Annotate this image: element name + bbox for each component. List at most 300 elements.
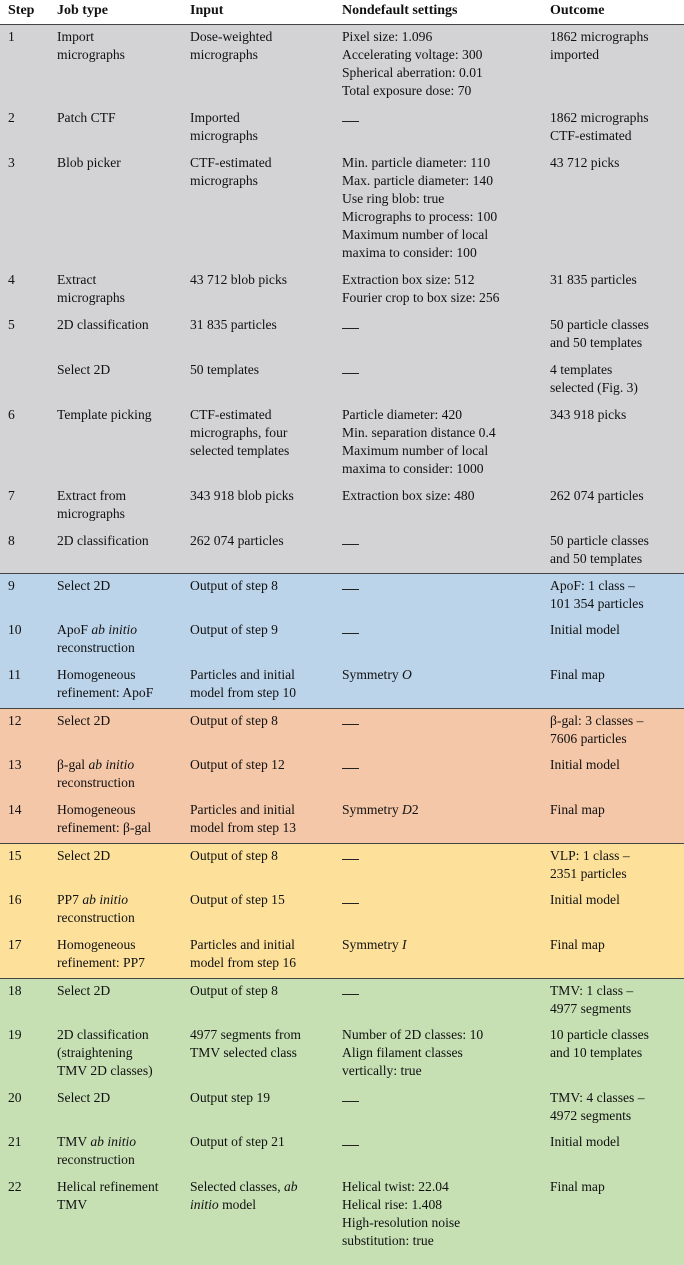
italic-term: ab initio: [88, 757, 134, 772]
cell-line: Patch CTF: [57, 109, 186, 127]
cell-line: Output of step 8: [190, 577, 338, 595]
table-row: [0, 529, 684, 574]
outcome-cell: [550, 753, 684, 798]
settings-cell: [342, 753, 550, 798]
empty-dash: [342, 373, 359, 374]
cell-line: 2: [8, 109, 53, 127]
cell-line: Align filament classes: [342, 1044, 546, 1062]
cell-line: Select 2D: [57, 712, 186, 730]
input-cell: [190, 1023, 342, 1086]
cell-line: Symmetry D2: [342, 801, 546, 819]
job-type-cell: [57, 25, 190, 106]
step-cell: [0, 268, 57, 313]
step-cell: [0, 933, 57, 978]
cell-line: 5: [8, 316, 53, 334]
step-cell: [0, 663, 57, 708]
outcome-cell: [550, 1175, 684, 1265]
cell-line: selected templates: [190, 442, 338, 460]
step-cell: [0, 798, 57, 843]
settings-cell: [342, 708, 550, 753]
cell-line: Final map: [550, 801, 680, 819]
cell-line: 4977 segments: [550, 1000, 680, 1018]
cell-line: refinement: PP7: [57, 954, 186, 972]
cell-line: Output of step 21: [190, 1133, 338, 1151]
cell-line: 4972 segments: [550, 1107, 680, 1125]
input-cell: [190, 933, 342, 978]
empty-dash: [342, 328, 359, 329]
job-type-cell: [57, 798, 190, 843]
cell-line: 4: [8, 271, 53, 289]
input-cell: [190, 484, 342, 529]
empty-dash: [342, 994, 359, 995]
input-cell: [190, 313, 342, 358]
settings-cell: [342, 618, 550, 663]
input-cell: [190, 798, 342, 843]
settings-cell: [342, 933, 550, 978]
step-cell: [0, 843, 57, 888]
cell-line: 1862 micrographs: [550, 109, 680, 127]
cell-line: 3: [8, 154, 53, 172]
step-cell: [0, 484, 57, 529]
cell-line: Extraction box size: 480: [342, 487, 546, 505]
step-cell: [0, 106, 57, 151]
job-type-cell: [57, 106, 190, 151]
job-type-cell: [57, 268, 190, 313]
cell-line: micrographs: [57, 505, 186, 523]
cell-line: Select 2D: [57, 1089, 186, 1107]
cell-line: Final map: [550, 666, 680, 684]
cell-line: 50 templates: [190, 361, 338, 379]
table-row: [0, 151, 684, 268]
settings-cell: [342, 888, 550, 933]
empty-dash: [342, 768, 359, 769]
settings-cell: [342, 1086, 550, 1130]
cell-line: Maximum number of local: [342, 442, 546, 460]
cell-line: TMV 2D classes): [57, 1062, 186, 1080]
cell-line: 15: [8, 847, 53, 865]
empty-dash: [342, 1145, 359, 1146]
cell-line: Final map: [550, 936, 680, 954]
cell-line: Select 2D: [57, 577, 186, 595]
cell-line: Particles and initial: [190, 666, 338, 684]
cell-line: 20: [8, 1089, 53, 1107]
cell-line: micrographs: [190, 46, 338, 64]
outcome-cell: [550, 708, 684, 753]
header-outcome: Outcome: [550, 0, 684, 25]
job-type-cell: [57, 978, 190, 1023]
outcome-cell: [550, 529, 684, 574]
cell-line: 9: [8, 577, 53, 595]
cell-line: model from step 16: [190, 954, 338, 972]
input-cell: [190, 1175, 342, 1265]
table-body: [0, 25, 684, 1265]
table-header: [0, 0, 684, 25]
outcome-cell: [550, 358, 684, 403]
cell-line: 50 particle classes: [550, 532, 680, 550]
cell-line: TMV: 4 classes –: [550, 1089, 680, 1107]
cell-line: Output of step 8: [190, 982, 338, 1000]
cell-line: 50 particle classes: [550, 316, 680, 334]
cell-line: Particle diameter: 420: [342, 406, 546, 424]
job-type-cell: [57, 663, 190, 708]
outcome-cell: [550, 573, 684, 618]
outcome-cell: [550, 1023, 684, 1086]
table-row: [0, 573, 684, 618]
cell-line: 1: [8, 28, 53, 46]
header-nondefault-settings: Nondefault settings: [342, 0, 550, 25]
input-cell: [190, 753, 342, 798]
cell-line: Initial model: [550, 1133, 680, 1151]
cell-line: CTF-estimated: [190, 154, 338, 172]
input-cell: [190, 403, 342, 484]
input-cell: [190, 573, 342, 618]
cell-line: CTF-estimated: [550, 127, 680, 145]
cell-line: 2351 particles: [550, 865, 680, 883]
step-cell: [0, 618, 57, 663]
cell-line: Spherical aberration: 0.01: [342, 64, 546, 82]
cell-line: High-resolution noise: [342, 1214, 546, 1232]
table-row: [0, 663, 684, 708]
cell-line: β-gal: 3 classes –: [550, 712, 680, 730]
cell-line: 22: [8, 1178, 53, 1196]
italic-term: initio: [190, 1197, 219, 1212]
empty-dash: [342, 121, 359, 122]
cell-line: 18: [8, 982, 53, 1000]
cell-line: Min. separation distance 0.4: [342, 424, 546, 442]
cell-line: TMV selected class: [190, 1044, 338, 1062]
outcome-cell: [550, 843, 684, 888]
step-cell: [0, 151, 57, 268]
settings-cell: [342, 1023, 550, 1086]
cell-line: micrographs: [190, 172, 338, 190]
table-row: [0, 358, 684, 403]
step-cell: [0, 708, 57, 753]
input-cell: [190, 843, 342, 888]
cell-line: Pixel size: 1.096: [342, 28, 546, 46]
input-cell: [190, 106, 342, 151]
table-row: [0, 708, 684, 753]
cell-line: 6: [8, 406, 53, 424]
settings-cell: [342, 358, 550, 403]
cell-line: micrographs, four: [190, 424, 338, 442]
cell-line: VLP: 1 class –: [550, 847, 680, 865]
italic-term: I: [402, 937, 407, 952]
cell-line: (straightening: [57, 1044, 186, 1062]
cell-line: Initial model: [550, 891, 680, 909]
input-cell: [190, 663, 342, 708]
empty-dash: [342, 633, 359, 634]
cell-line: Output of step 8: [190, 847, 338, 865]
job-type-cell: [57, 753, 190, 798]
settings-cell: [342, 843, 550, 888]
cell-line: 10 particle classes: [550, 1026, 680, 1044]
cell-line: Min. particle diameter: 110: [342, 154, 546, 172]
cell-line: reconstruction: [57, 909, 186, 927]
cell-line: Extract from: [57, 487, 186, 505]
cell-line: ApoF: 1 class –: [550, 577, 680, 595]
cell-line: 2D classification: [57, 316, 186, 334]
cell-line: Maximum number of local: [342, 226, 546, 244]
input-cell: [190, 1086, 342, 1130]
cell-line: Particles and initial: [190, 801, 338, 819]
cell-line: Homogeneous: [57, 666, 186, 684]
cell-line: model from step 10: [190, 684, 338, 702]
cell-line: Max. particle diameter: 140: [342, 172, 546, 190]
cell-line: micrographs: [57, 289, 186, 307]
italic-term: ab: [284, 1179, 298, 1194]
cell-line: Symmetry I: [342, 936, 546, 954]
cell-line: initio model: [190, 1196, 338, 1214]
job-type-cell: [57, 151, 190, 268]
table-row: [0, 1175, 684, 1265]
outcome-cell: [550, 798, 684, 843]
cell-line: 31 835 particles: [550, 271, 680, 289]
cell-line: 8: [8, 532, 53, 550]
outcome-cell: [550, 403, 684, 484]
cell-line: substitution: true: [342, 1232, 546, 1250]
cell-line: micrographs: [57, 46, 186, 64]
cell-line: Symmetry O: [342, 666, 546, 684]
cell-line: 1862 micrographs: [550, 28, 680, 46]
table-row: [0, 403, 684, 484]
cell-line: Initial model: [550, 756, 680, 774]
cell-line: Final map: [550, 1178, 680, 1196]
empty-dash: [342, 724, 359, 725]
cell-line: Select 2D: [57, 361, 186, 379]
cell-line: model from step 13: [190, 819, 338, 837]
cell-line: β-gal ab initio: [57, 756, 186, 774]
cell-line: and 50 templates: [550, 334, 680, 352]
cell-line: Homogeneous: [57, 936, 186, 954]
outcome-cell: [550, 1086, 684, 1130]
cell-line: 343 918 picks: [550, 406, 680, 424]
outcome-cell: [550, 25, 684, 106]
header-job-type: Job type: [57, 0, 190, 25]
cell-line: Extraction box size: 512: [342, 271, 546, 289]
cell-line: reconstruction: [57, 774, 186, 792]
settings-cell: [342, 798, 550, 843]
cell-line: 19: [8, 1026, 53, 1044]
italic-term: O: [402, 667, 412, 682]
step-cell: [0, 978, 57, 1023]
cell-line: Micrographs to process: 100: [342, 208, 546, 226]
cell-line: Output of step 9: [190, 621, 338, 639]
step-cell: [0, 25, 57, 106]
cell-line: 12: [8, 712, 53, 730]
cell-line: Total exposure dose: 70: [342, 82, 546, 100]
step-cell: [0, 529, 57, 574]
italic-term: ab initio: [90, 1134, 136, 1149]
job-type-cell: [57, 843, 190, 888]
input-cell: [190, 25, 342, 106]
settings-cell: [342, 1175, 550, 1265]
settings-cell: [342, 663, 550, 708]
cell-line: Homogeneous: [57, 801, 186, 819]
cell-line: 10: [8, 621, 53, 639]
cell-line: Initial model: [550, 621, 680, 639]
cell-line: ApoF ab initio: [57, 621, 186, 639]
step-cell: [0, 573, 57, 618]
outcome-cell: [550, 268, 684, 313]
cell-line: 262 074 particles: [190, 532, 338, 550]
step-cell: [0, 1175, 57, 1265]
step-cell: [0, 753, 57, 798]
job-type-cell: [57, 313, 190, 358]
table-row: [0, 1130, 684, 1175]
settings-cell: [342, 106, 550, 151]
cell-line: 2D classification: [57, 1026, 186, 1044]
input-cell: [190, 888, 342, 933]
input-cell: [190, 978, 342, 1023]
outcome-cell: [550, 978, 684, 1023]
outcome-cell: [550, 933, 684, 978]
empty-dash: [342, 544, 359, 545]
table-row: [0, 978, 684, 1023]
step-cell: [0, 1023, 57, 1086]
cell-line: and 50 templates: [550, 550, 680, 568]
outcome-cell: [550, 106, 684, 151]
cell-line: Fourier crop to box size: 256: [342, 289, 546, 307]
settings-cell: [342, 529, 550, 574]
outcome-cell: [550, 618, 684, 663]
cell-line: 7606 particles: [550, 730, 680, 748]
settings-cell: [342, 484, 550, 529]
cell-line: selected (Fig. 3): [550, 379, 680, 397]
input-cell: [190, 358, 342, 403]
empty-dash: [342, 589, 359, 590]
table-row: [0, 798, 684, 843]
outcome-cell: [550, 663, 684, 708]
job-type-cell: [57, 573, 190, 618]
cell-line: Blob picker: [57, 154, 186, 172]
cell-line: 21: [8, 1133, 53, 1151]
italic-term: ab initio: [91, 622, 137, 637]
cell-line: Select 2D: [57, 982, 186, 1000]
input-cell: [190, 151, 342, 268]
cell-line: Output of step 15: [190, 891, 338, 909]
step-cell: [0, 1086, 57, 1130]
cell-line: Number of 2D classes: 10: [342, 1026, 546, 1044]
cell-line: reconstruction: [57, 1151, 186, 1169]
cell-line: 17: [8, 936, 53, 954]
cell-line: micrographs: [190, 127, 338, 145]
job-type-cell: [57, 1086, 190, 1130]
cell-line: refinement: β-gal: [57, 819, 186, 837]
job-type-cell: [57, 708, 190, 753]
cell-line: 262 074 particles: [550, 487, 680, 505]
header-row: [0, 0, 684, 25]
table-row: [0, 106, 684, 151]
step-cell: [0, 313, 57, 358]
table-row: [0, 1086, 684, 1130]
table-row: [0, 313, 684, 358]
cell-line: Helical rise: 1.408: [342, 1196, 546, 1214]
italic-term: D: [402, 802, 412, 817]
cell-line: 43 712 picks: [550, 154, 680, 172]
input-cell: [190, 708, 342, 753]
cell-line: Helical twist: 22.04: [342, 1178, 546, 1196]
job-type-cell: [57, 358, 190, 403]
italic-term: ab initio: [82, 892, 128, 907]
settings-cell: [342, 978, 550, 1023]
cell-line: Output of step 8: [190, 712, 338, 730]
table-row: [0, 25, 684, 106]
cell-line: Import: [57, 28, 186, 46]
input-cell: [190, 529, 342, 574]
input-cell: [190, 1130, 342, 1175]
cell-line: 4 templates: [550, 361, 680, 379]
settings-cell: [342, 1130, 550, 1175]
job-type-cell: [57, 1130, 190, 1175]
empty-dash: [342, 859, 359, 860]
outcome-cell: [550, 888, 684, 933]
cell-line: PP7 ab initio: [57, 891, 186, 909]
job-type-cell: [57, 1023, 190, 1086]
cell-line: TMV ab initio: [57, 1133, 186, 1151]
job-type-cell: [57, 484, 190, 529]
table-row: [0, 618, 684, 663]
cell-line: Imported: [190, 109, 338, 127]
table-row: [0, 753, 684, 798]
header-step: Step: [0, 0, 57, 25]
settings-cell: [342, 573, 550, 618]
cell-line: vertically: true: [342, 1062, 546, 1080]
cell-line: and 10 templates: [550, 1044, 680, 1062]
input-cell: [190, 268, 342, 313]
cell-line: 343 918 blob picks: [190, 487, 338, 505]
cell-line: imported: [550, 46, 680, 64]
header-input: Input: [190, 0, 342, 25]
cell-line: 43 712 blob picks: [190, 271, 338, 289]
settings-cell: [342, 403, 550, 484]
job-type-cell: [57, 529, 190, 574]
outcome-cell: [550, 484, 684, 529]
cell-line: maxima to consider: 1000: [342, 460, 546, 478]
cell-line: 31 835 particles: [190, 316, 338, 334]
outcome-cell: [550, 151, 684, 268]
step-cell: [0, 358, 57, 403]
cell-line: 2D classification: [57, 532, 186, 550]
outcome-cell: [550, 1130, 684, 1175]
cell-line: 13: [8, 756, 53, 774]
cell-line: 11: [8, 666, 53, 684]
cell-line: maxima to consider: 100: [342, 244, 546, 262]
cell-line: CTF-estimated: [190, 406, 338, 424]
table-row: [0, 484, 684, 529]
cell-line: Selected classes, ab: [190, 1178, 338, 1196]
cell-line: Particles and initial: [190, 936, 338, 954]
cell-line: refinement: ApoF: [57, 684, 186, 702]
cell-line: reconstruction: [57, 639, 186, 657]
cell-line: Extract: [57, 271, 186, 289]
settings-cell: [342, 313, 550, 358]
cell-line: 4977 segments from: [190, 1026, 338, 1044]
table-row: [0, 268, 684, 313]
job-type-cell: [57, 618, 190, 663]
step-cell: [0, 1130, 57, 1175]
cell-line: 14: [8, 801, 53, 819]
job-type-cell: [57, 1175, 190, 1265]
cell-line: 101 354 particles: [550, 595, 680, 613]
cell-line: Helical refinement: [57, 1178, 186, 1196]
cell-line: Use ring blob: true: [342, 190, 546, 208]
table-row: [0, 888, 684, 933]
settings-cell: [342, 151, 550, 268]
cell-line: Output of step 12: [190, 756, 338, 774]
cell-line: 16: [8, 891, 53, 909]
settings-cell: [342, 268, 550, 313]
job-type-cell: [57, 933, 190, 978]
